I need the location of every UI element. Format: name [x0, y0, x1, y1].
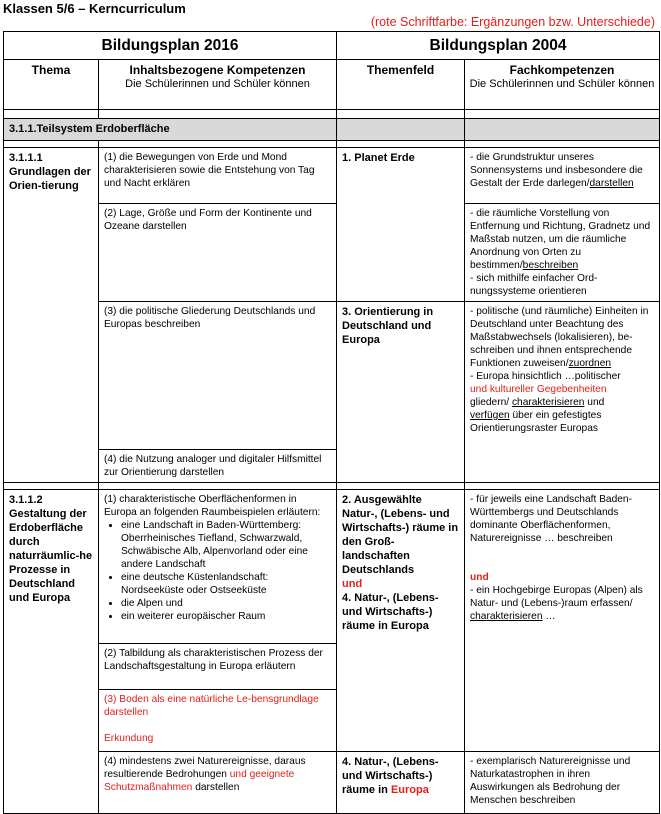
raumbeispiel-list	[104, 519, 331, 623]
kompetenz-2-1	[99, 490, 337, 644]
document-title: Klassen 5/6 – Kerncurriculum	[3, 1, 186, 16]
kompetenz-2-2: (2) Talbildung als charakteristischen Prozess der Landschaftsgestaltung in Europa erläutern	[99, 644, 337, 690]
thema-3111: 3.1.1.1 Grundlagen der Orien-tierung	[4, 148, 99, 483]
text: charakterisieren	[470, 611, 543, 622]
list-item: • eine Landschaft in Baden-Württemberg: Oberrheinisches Tiefland, Schwarzwald, Schwäbische Alb, Alpenvorland oder eine andere Landschaft	[121, 519, 331, 571]
section-header: 3.1.1.Teilsystem Erdoberfläche	[4, 119, 337, 141]
text: - politische (und räumliche) Einheiten in Deutschland unter Beachtung des Maßstabwechsels (lokalisieren), be-schreiben und ihnen entsprechende Funktionen zuweisen/	[470, 306, 649, 369]
text: verfügen	[470, 410, 510, 421]
fachkompetenz-1-1	[465, 148, 660, 204]
plan-2016-header: Bildungsplan 2016	[4, 32, 337, 60]
text: über ein gefestigtes Orientierungsraster Europas	[470, 410, 602, 434]
fachkompetenz-2-4: - exemplarisch Naturereignisse und Naturkatastrophen in ihren Auswirkungen als Bedrohung der Menschen beschreiben	[465, 752, 660, 814]
col-fach-label: Fachkompetenzen	[509, 63, 615, 77]
text: 4. Natur-, (Lebens- und Wirtschafts-) räume in Europa	[342, 592, 439, 632]
fachkompetenz-1-2	[465, 204, 660, 302]
text: darstellen	[589, 178, 634, 189]
col-themenfeld-label: Themenfeld	[366, 63, 435, 77]
text: und	[470, 572, 489, 583]
text: - die Grundstruktur unseres Sonnensystems und insbesondere die Gestalt der Erde darlegen/	[470, 152, 643, 189]
text: - die räumliche Vorstellung von Entfernung und Richtung, Gradnetz und Maßstab nutzen, um die räumliche Anordnung von Orten zu bestimmen/	[470, 208, 651, 271]
section-spacer	[465, 119, 660, 141]
text: (3) Boden als eine natürliche Le-bensgrundlage darstellen	[104, 694, 319, 718]
kompetenz-1-1: (1) die Bewegungen von Erde und Mond charakterisieren sowie die Entstehung von Tag und Nacht erklären	[99, 148, 337, 204]
col-inhalt-label: Inhaltsbezogene Kompetenzen	[129, 63, 306, 77]
text: Erkundung	[104, 733, 154, 744]
col-header-fach	[465, 60, 660, 110]
text: und	[587, 397, 605, 408]
text: (4) mindestens zwei Naturereignisse, daraus resultierende Bedrohungen	[104, 756, 306, 780]
text: - für jeweils eine Landschaft Baden-Württembergs und Deutschlands dominante Oberflächenformen, Naturereignisse … beschreiben	[470, 494, 632, 544]
themenfeld-orientierung: 3. Orientierung in Deutschland und Europa	[337, 302, 465, 483]
plan-2004-header: Bildungsplan 2004	[337, 32, 660, 60]
text: - Europa hinsichtlich …politischer	[470, 371, 621, 382]
col-fach-sub: Die Schülerinnen und Schüler können	[469, 78, 655, 90]
text: - sich mithilfe einfacher Ord-nungssysteme orientieren	[470, 273, 598, 297]
section-spacer	[337, 119, 465, 141]
text: (1) charakteristische Oberflächenformen in Europa an folgenden Raumbeispielen erläutern:	[104, 494, 321, 518]
text: zuordnen	[568, 358, 612, 369]
text: charakterisieren	[511, 397, 585, 408]
fachkompetenz-1-3	[465, 302, 660, 483]
text: und	[342, 578, 363, 590]
themenfeld-planet-erde: 1. Planet Erde	[337, 148, 465, 302]
col-header-thema	[4, 60, 99, 110]
col-header-themenfeld	[337, 60, 465, 110]
themenfeld-europa	[337, 752, 465, 814]
kompetenz-1-3: (3) die politische Gliederung Deutschlands und Europas beschreiben	[99, 302, 337, 450]
kompetenz-2-3	[99, 690, 337, 752]
text: gliedern/	[470, 397, 510, 408]
text: und geeignete Schutzmaßnahmen	[104, 769, 295, 793]
list-item: • eine deutsche Küstenlandschaft: Nordseeküste oder Ostseeküste	[121, 571, 331, 597]
text: darstellen	[195, 782, 240, 793]
text: Europa	[390, 784, 429, 796]
text: …	[545, 611, 556, 622]
color-legend-note: (rote Schriftfarbe: Ergänzungen bzw. Unterschiede)	[370, 15, 655, 29]
text: und kultureller Gegebenheiten	[470, 384, 607, 395]
list-item: • die Alpen und	[121, 597, 331, 610]
list-item: • ein weiterer europäischer Raum	[121, 610, 331, 623]
col-header-inhalt	[99, 60, 337, 110]
curriculum-table	[3, 31, 660, 814]
col-inhalt-sub: Die Schülerinnen und Schüler können	[125, 78, 310, 90]
text: 2. Ausgewählte Natur-, (Lebens- und Wirtschafts-) räume in den Groß-landschaften Deutschlands	[342, 494, 459, 576]
col-thema-label: Thema	[31, 63, 71, 77]
text: beschreiben	[522, 260, 579, 271]
kompetenz-2-4	[99, 752, 337, 814]
fachkompetenz-2-1	[465, 490, 660, 752]
text: 4. Natur-, (Lebens- und Wirtschafts-) räume in	[342, 756, 439, 796]
themenfeld-naturraeume	[337, 490, 465, 752]
thema-3112: 3.1.1.2 Gestaltung der Erdoberfläche durch naturräumlic-he Prozesse in Deutschland und Europa	[4, 490, 99, 814]
text: - ein Hochgebirge Europas (Alpen) als Natur- und (Lebens-)raum erfassen/	[470, 585, 643, 609]
kompetenz-1-2: (2) Lage, Größe und Form der Kontinente und Ozeane darstellen	[99, 204, 337, 302]
kompetenz-1-4: (4) die Nutzung analoger und digitaler Hilfsmittel zur Orientierung darstellen	[99, 450, 337, 483]
